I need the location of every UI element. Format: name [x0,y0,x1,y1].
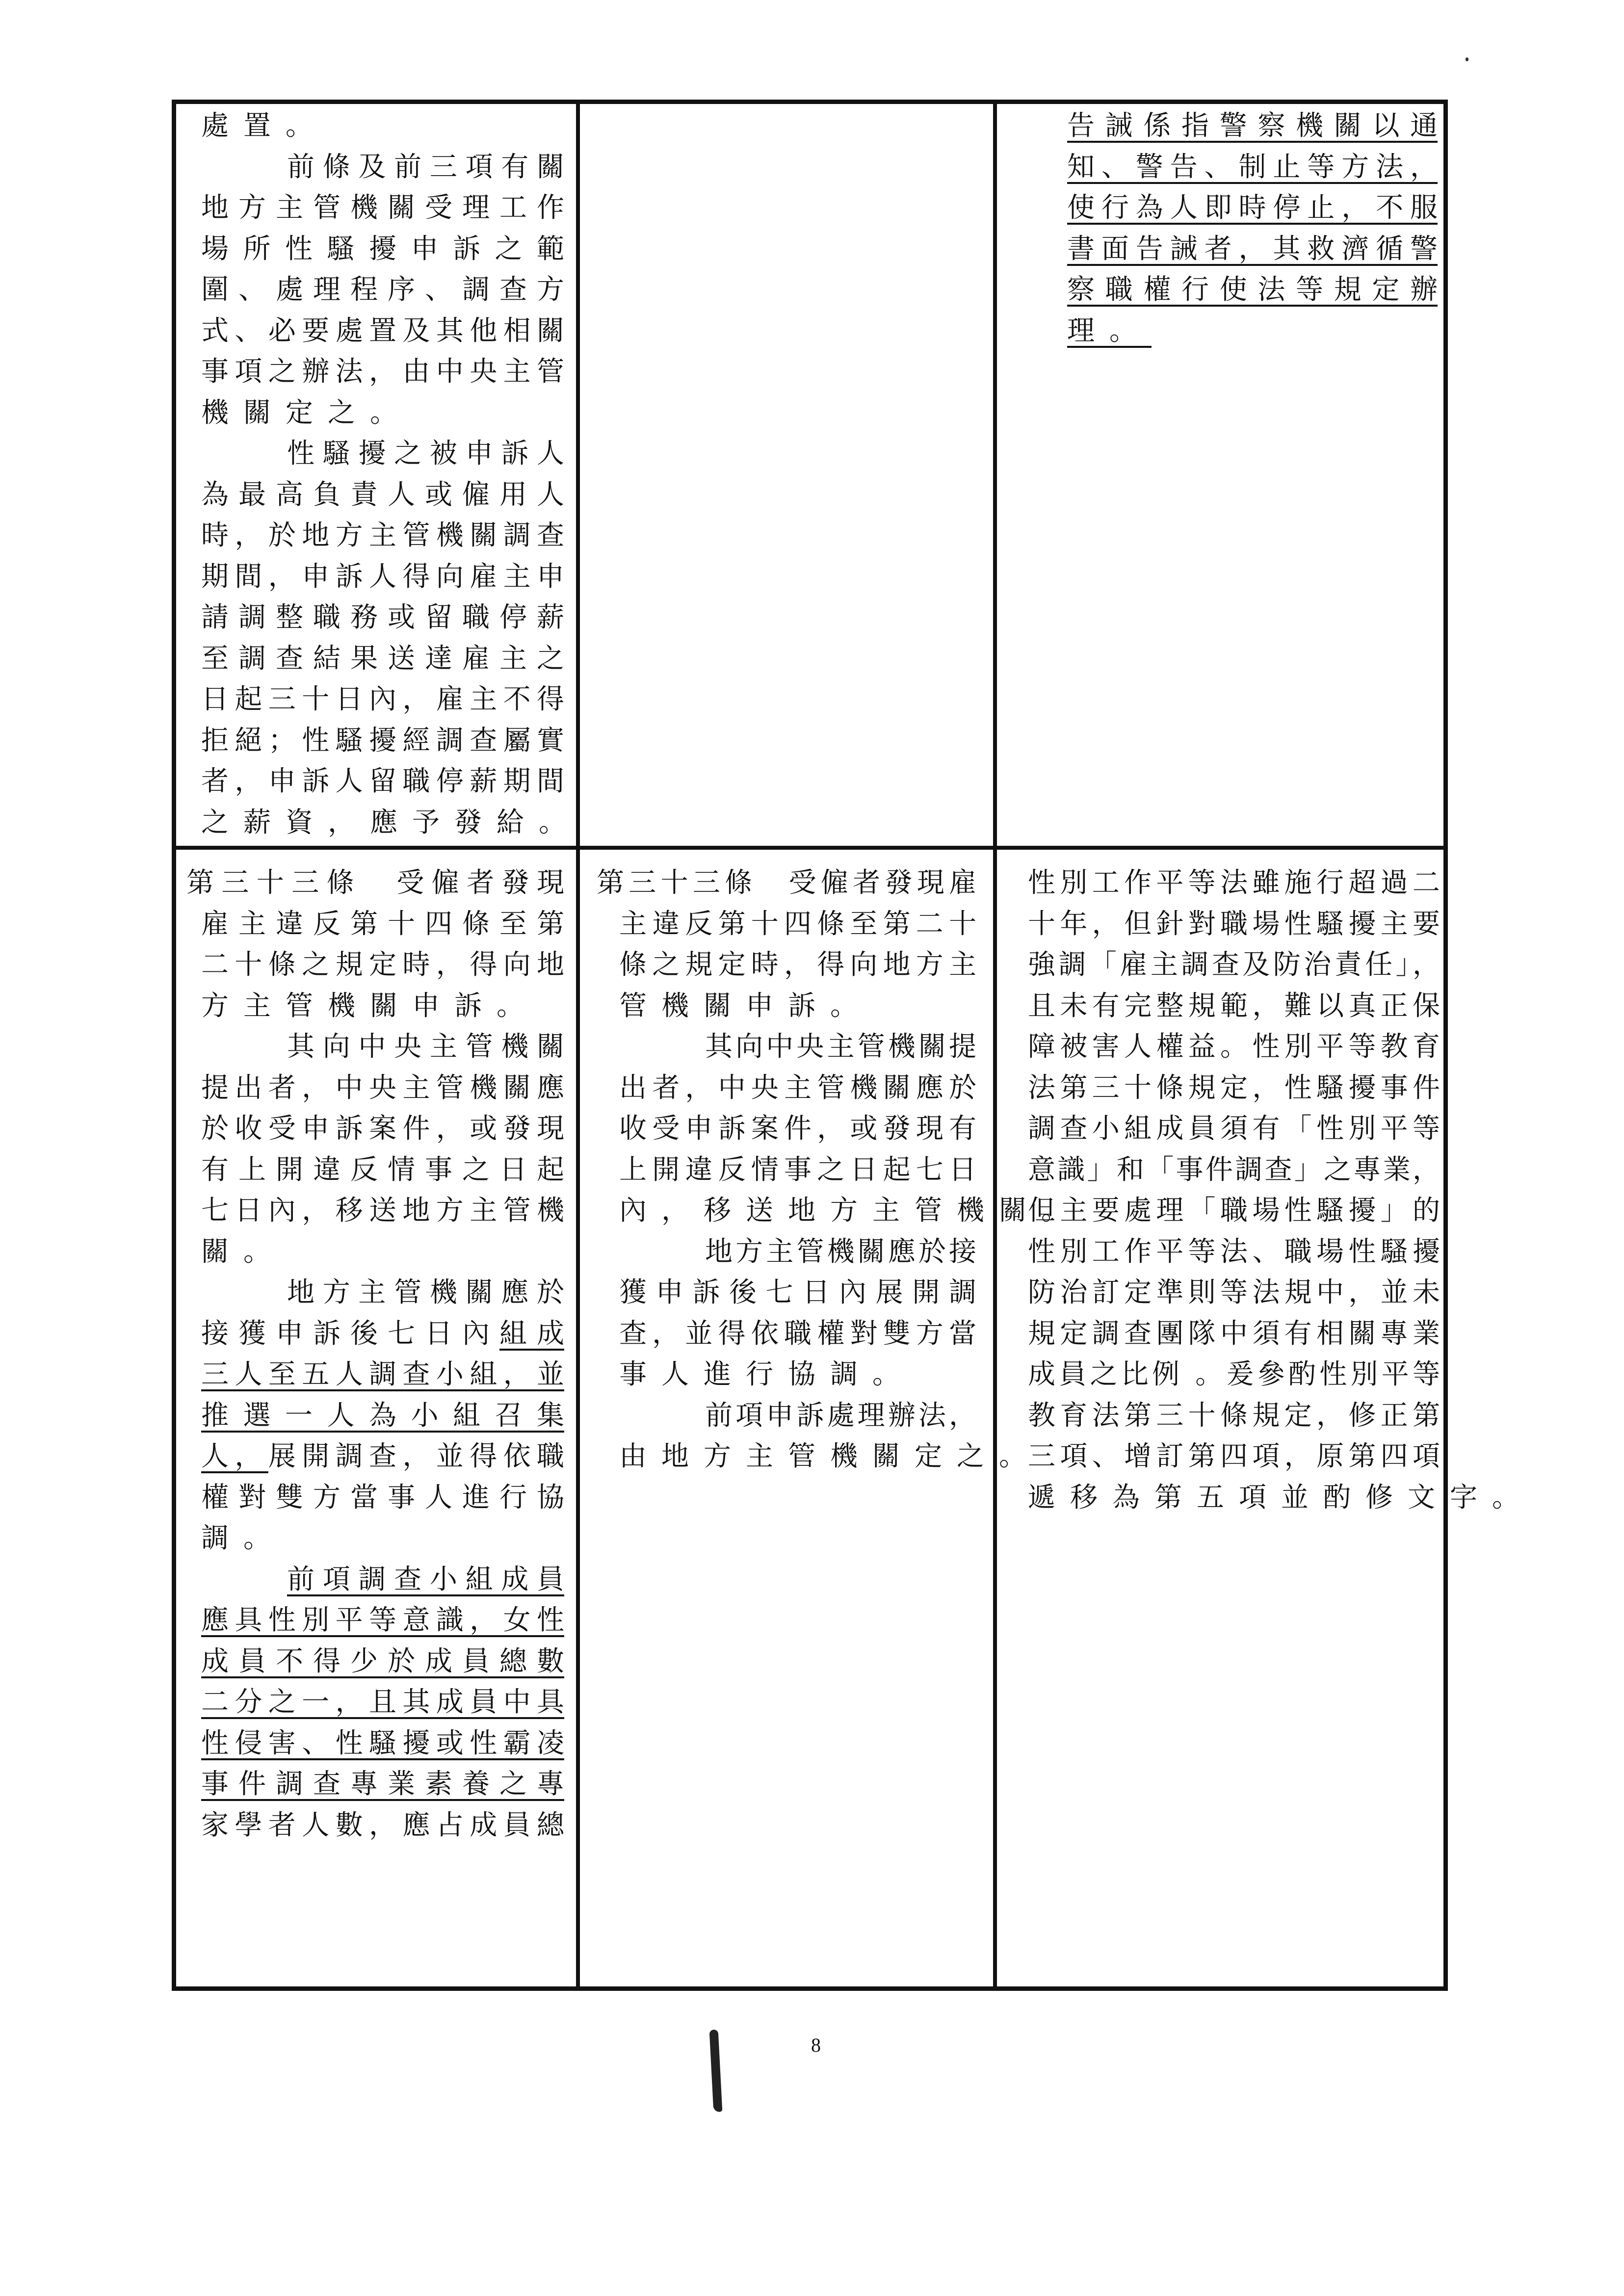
line-text: 防治訂定準則等法規中，並未 [1028,1277,1440,1308]
text-line [201,1808,564,1843]
text-line [201,1153,564,1187]
text-line [1028,1317,1440,1351]
line-text: 規定調查團隊中須有相關專業 [1028,1317,1440,1350]
line-text: 關。 [201,1235,286,1268]
line-text: 第三十三條 受僱者發現 [186,867,564,899]
text-line [201,642,564,676]
handwritten-pen-mark [709,2030,723,2113]
text-line [201,1235,286,1269]
underlined-amendment-text: 告誡係指警察機關以通 [1067,110,1438,142]
text-line [1028,1071,1440,1105]
underlined-amendment-text: 察職權行使法等規定辦 [1067,274,1438,306]
line-text: 地方主管機關應於 [287,1277,564,1308]
line-text: 教育法第三十條規定，修正第 [1028,1399,1440,1432]
text-line [597,866,976,900]
text-line [201,948,564,982]
line-text: 條之規定時，得向地方主 [619,949,976,981]
line-text: 主違反第十四條至第二十 [619,908,976,940]
text-line [201,1071,564,1105]
text-line [705,1399,976,1433]
line-text: 獲申訴後七日內展開調 [619,1277,976,1308]
text-line [201,1603,564,1638]
line-text: 為最高負責人或僱用人 [201,478,564,511]
text-line [201,1194,564,1228]
text-line [287,150,564,184]
text-line [201,1399,564,1433]
text-line [1028,948,1440,982]
line-text: 障被害人權益。性別平等教育 [1028,1031,1440,1063]
text-line [201,764,564,799]
text-line [201,1521,286,1556]
line-text: 遞移為第五項並酌修文字。 [1028,1481,1534,1513]
line-text: 其向中央主管機關 [287,1031,564,1063]
text-line [1028,907,1440,941]
text-line [1028,989,1440,1023]
text-line [619,989,872,1023]
underlined-amendment-text: 性侵害、性騷擾或性霸凌 [201,1727,564,1759]
text-line [1028,1153,1440,1187]
line-text: 有上開違反情事之日起 [201,1153,564,1186]
text-line [201,682,564,717]
line-text: 查，並得依職權對雙方當 [619,1317,976,1350]
text-line [619,1153,976,1187]
line-text: 十年，但針對職場性騷擾主要 [1028,908,1440,940]
line-text: 地方主管機關應於接 [705,1235,976,1268]
text-line [1028,1112,1440,1146]
text-line [1028,1439,1440,1474]
text-line [287,1276,564,1310]
underlined-amendment-text: 理。 [1067,314,1152,347]
underlined-amendment-text: 成員不得少於成員總數 [201,1645,564,1677]
text-line [201,1357,564,1392]
line-text: 者，申訴人留職停薪期間 [201,765,564,797]
text-line [1028,1030,1440,1064]
underlined-amendment-text: 應具性別平等意識，女性 [201,1604,564,1636]
line-text: 性別工作平等法雖施行超過二 [1028,867,1440,899]
line-text: 期間，申訴人得向雇主申 [201,560,564,593]
line-text: 強調「雇主調查及防治責任」， [1028,949,1440,981]
line-text: 管機關申訴。 [619,990,872,1022]
text-line [1028,1399,1440,1433]
underlined-amendment-text: 知、警告、制止等方法， [1067,151,1438,183]
text-line [1067,273,1438,307]
text-line [1067,314,1152,348]
line-text: 成員之比例 。爰參酌性別平等 [1028,1358,1440,1390]
line-text: 於收受申訴案件，或發現 [201,1113,564,1145]
text-line [201,1644,564,1679]
underlined-amendment-text: 三人至五人調查小組，並 [201,1358,564,1390]
text-line [1028,866,1440,900]
line-text: 雇主違反第十四條至第 [201,908,564,940]
line-text: 圍、處理程序、調查方 [201,274,564,306]
line-text: 請調整職務或留職停薪 [201,601,564,633]
text-line [201,806,581,840]
text-line [619,1357,915,1392]
text-line [1067,150,1438,184]
line-text: 前項申訴處理辦法， [705,1399,976,1432]
line-text: 且未有完整規範，難以真正保 [1028,990,1440,1022]
text-line [287,437,564,471]
line-text: 出者，中央主管機關應於 [619,1071,976,1104]
text-line [619,1439,1041,1474]
underlined-amendment-text: 二分之一，且其成員中具 [201,1686,564,1718]
text-line [619,1276,976,1310]
line-text: 拒絕；性騷擾經調查屬實 [201,724,564,757]
text-line [201,109,328,143]
underlined-amendment-text: 推選一人為小組召集 [201,1399,564,1432]
text-line [1028,1357,1440,1392]
line-text: 展開調查，並得依職 [268,1440,565,1472]
line-text: 之薪資，應予發給。 [201,806,581,838]
text-line [1028,1194,1440,1228]
line-text: 事項之辦法，由中央主管 [201,356,564,388]
line-text: 法第三十條規定，性騷擾事件 [1028,1071,1440,1104]
text-line [201,396,412,430]
text-line [201,907,564,941]
line-text: 第三十三條 受僱者發現雇 [597,867,976,899]
underlined-amendment-text: 使行為人即時停止，不服 [1067,192,1438,224]
text-line [619,1194,1083,1228]
text-line [705,1235,976,1269]
text-line [201,478,564,512]
text-line [201,1112,564,1146]
line-text: 調。 [201,1522,286,1554]
line-text: 七日內，移送地方主管機 [201,1195,564,1226]
line-text: 性騷擾之被申訴人 [287,438,564,470]
text-line [1028,1235,1440,1269]
line-text: 處置。 [201,110,328,142]
line-text: 前條及前三項有關 [287,151,564,183]
text-line [201,519,564,553]
underlined-amendment-text: 人， [201,1440,268,1472]
underlined-amendment-text: 前項調查小組成員 [287,1563,564,1595]
text-line [201,1481,564,1515]
text-line [619,1112,976,1146]
text-line [201,1439,564,1474]
line-text: 日起三十日內，雇主不得 [201,683,564,715]
text-line [201,191,564,225]
text-line [186,866,564,900]
text-line [201,232,564,266]
text-line [287,1563,564,1597]
text-line [1028,1481,1534,1515]
line-text: 由地方主管機關定之。 [619,1440,1041,1472]
underlined-amendment-text: 組成 [499,1317,564,1350]
line-text: 調查小組成員須有「性別平等 [1028,1113,1440,1145]
text-line [201,1685,564,1720]
line-text: 性別工作平等法、職場性騷擾 [1028,1235,1440,1268]
line-text: 機關定之。 [201,396,412,429]
line-text: 式、必要處置及其他相關 [201,314,564,347]
text-line [201,989,539,1023]
line-text: 收受申訴案件，或發現有 [619,1113,976,1145]
underlined-amendment-text: 事件調查專業素養之專 [201,1768,564,1800]
line-text: 至調查結果送達雇主之 [201,642,564,675]
text-line [201,355,564,389]
line-text: 場所性騷擾申訴之範 [201,233,564,265]
line-text: 接獲申訴後七日內 [201,1317,499,1350]
text-line [201,1317,564,1351]
text-line [619,1071,976,1105]
text-line [201,724,564,758]
line-text: 三項、增訂第四項，原第四項 [1028,1440,1440,1472]
text-line [619,1317,976,1351]
text-line [705,1030,976,1064]
text-line [287,1030,564,1064]
text-line [619,907,976,941]
scan-speck [1466,57,1468,61]
text-line [1028,1276,1440,1310]
line-text: 時，於地方主管機關調查 [201,520,564,551]
line-text: 事人進行協調。 [619,1358,915,1390]
line-text: 地方主管機關受理工作 [201,192,564,224]
text-line [1067,191,1438,225]
text-line [1067,109,1438,143]
text-line [201,600,564,635]
line-text: 意識」和「事件調查」之專業， [1028,1153,1440,1186]
text-line [201,1726,564,1761]
page-number: 8 [811,2034,821,2056]
text-line [201,273,564,307]
line-text: 二十條之規定時，得向地 [201,949,564,981]
line-text: 家學者人數，應占成員總 [201,1809,564,1841]
text-line [201,560,564,594]
column-divider [576,100,580,1991]
line-text: 但主要處理「職場性騷擾」的 [1028,1195,1440,1226]
line-text: 權對雙方當事人進行協 [201,1481,564,1513]
text-line [201,314,564,348]
line-text: 提出者，中央主管機關應 [201,1071,564,1104]
line-text: 內，移送地方主管機關。 [619,1195,1083,1226]
column-divider [993,100,997,1991]
text-line [1067,232,1438,266]
line-text: 其向中央主管機關提 [705,1031,976,1063]
row-divider [172,846,1448,850]
underlined-amendment-text: 書面告誡者，其救濟循警 [1067,233,1438,265]
line-text: 上開違反情事之日起七日 [619,1153,976,1186]
text-line [619,948,976,982]
line-text: 方主管機關申訴。 [201,990,539,1022]
text-line [201,1767,564,1801]
